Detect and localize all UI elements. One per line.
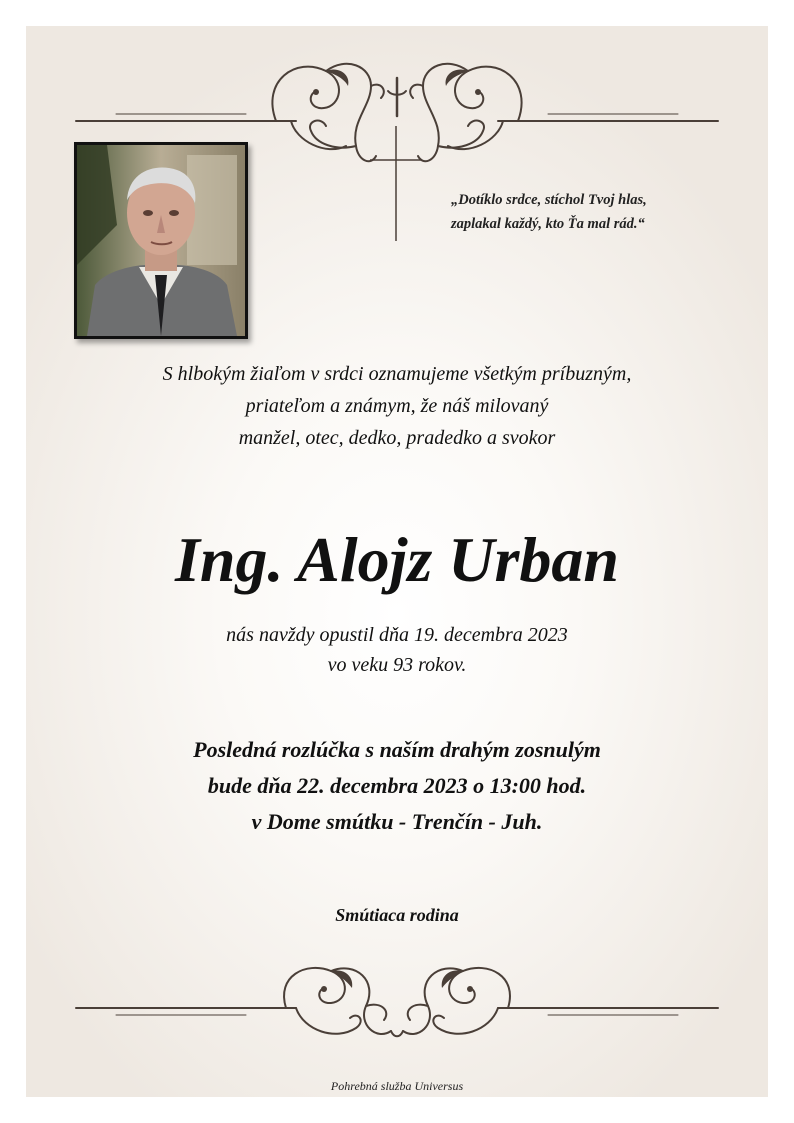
memorial-quote	[451, 188, 741, 236]
intro-line: priateľom a známym, že náš milovaný	[245, 395, 549, 417]
intro-line: manžel, otec, dedko, pradedko a svokor	[238, 427, 556, 449]
intro-line: S hlbokým žiaľom v srdci oznamujeme všetkým príbuzným,	[162, 363, 632, 385]
deceased-name: Ing. Alojz Urban	[175, 524, 619, 595]
farewell-line: bude dňa 22. decembra 2023 o 13:00 hod.	[207, 773, 587, 798]
departed-line: vo veku 93 rokov.	[327, 654, 467, 676]
funeral-service-credit: Pohrebná služba Universus	[330, 1079, 464, 1093]
cross-icon	[366, 126, 426, 241]
obituary-card	[26, 26, 768, 1097]
farewell-line: Posledná rozlúčka s naším drahým zosnulým	[193, 737, 601, 762]
mourning-family: Smútiaca rodina	[335, 905, 459, 925]
farewell-line: v Dome smútku - Trenčín - Juh.	[251, 809, 543, 834]
announcement-intro	[26, 358, 768, 454]
bottom-floral-ornament	[26, 946, 768, 1056]
quote-line: „Dotíklo srdce, stíchol Tvoj hlas,	[451, 192, 647, 208]
funeral-details	[26, 732, 768, 840]
date-of-death	[26, 620, 768, 680]
quote-line: zaplakal každý, kto Ťa mal rád.“	[451, 216, 645, 232]
departed-line: nás navždy opustil dňa 19. decembra 2023	[226, 624, 568, 646]
portrait-image	[77, 145, 245, 336]
portrait-photo	[74, 142, 248, 339]
